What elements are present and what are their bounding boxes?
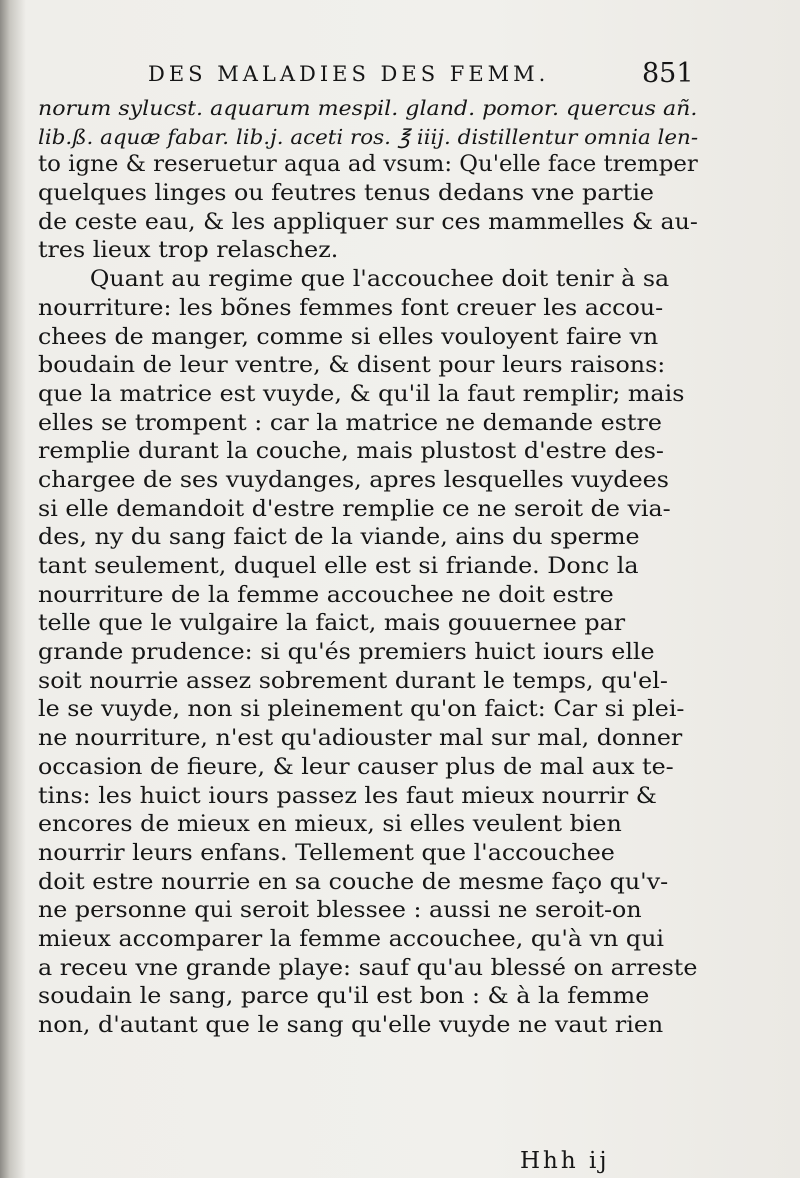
text-line: lib.ß. aquæ fabar. lib.j. aceti ros. ℥ iiij. distillentur omnia len- xyxy=(38,124,699,149)
text-line: ne nourriture, n'est qu'adiouster mal sur mal, donner xyxy=(38,726,683,752)
text-line: que la matrice est vuyde, & qu'il la faut remplir; mais xyxy=(38,381,685,407)
text-line: non, d'autant que le sang qu'elle vuyde ne vaut rien xyxy=(38,1013,664,1038)
text-line: mieux accomparer la femme accouchee, qu'à vn qui xyxy=(38,926,664,952)
body-text xyxy=(38,94,698,1041)
text-line: soudain le sang, parce qu'il est bon : & à la femme xyxy=(38,984,650,1010)
text-line: doit estre nourrie en sa couche de mesme faço qu'v- xyxy=(38,869,669,895)
text-line: soit nourrie assez sobrement durant le temps, qu'el- xyxy=(38,668,668,694)
paragraph-start-line: Quant au regime que l'accouchee doit tenir à sa xyxy=(89,267,670,293)
signature-mark: Hhh ij xyxy=(520,1148,610,1174)
text-line: tins: les huict iours passez les faut mieux nourrir & xyxy=(38,783,657,809)
text-line: occasion de fieure, & leur causer plus de mal aux te- xyxy=(38,754,674,780)
text-line: to igne & reseruetur aqua ad vsum: Qu'elle face tremper xyxy=(38,152,698,178)
text-line: remplie durant la couche, mais plustost d'estre des- xyxy=(38,439,664,465)
text-line: encores de mieux en mieux, si elles veulent bien xyxy=(38,812,622,838)
text-line: des, ny du sang faict de la viande, ains du sperme xyxy=(38,525,640,551)
text-line: nourriture de la femme accouchee ne doit estre xyxy=(38,582,614,608)
text-line: ne personne qui seroit blessee : aussi ne seroit-on xyxy=(38,898,642,924)
running-head: DES MALADIES DES FEMM. xyxy=(148,62,550,86)
text-line: nourriture: les bõnes femmes font creuer les accou- xyxy=(38,295,664,321)
text-line: chargee de ses vuydanges, apres lesquelles vuydees xyxy=(38,467,669,493)
text-line: de ceste eau, & les appliquer sur ces mammelles & au- xyxy=(38,209,698,235)
text-line: tant seulement, duquel elle est si friande. Donc la xyxy=(38,554,639,579)
text-line: a receu vne grande playe: sauf qu'au blessé on arreste xyxy=(38,955,698,981)
page-gutter-shadow xyxy=(0,0,26,1178)
text-line: grande prudence: si qu'és premiers huict iours elle xyxy=(38,640,655,666)
text-line: elles se trompent : car la matrice ne demande estre xyxy=(38,410,662,436)
page-header xyxy=(140,58,740,94)
text-line: chees de manger, comme si elles vouloyent faire vn xyxy=(38,324,659,350)
text-line: le se vuyde, non si pleinement qu'on faict: Car si plei- xyxy=(38,697,685,723)
text-line: boudain de leur ventre, & disent pour leurs raisons: xyxy=(38,353,666,379)
text-line: telle que le vulgaire la faict, mais gouuernee par xyxy=(38,611,626,637)
text-line: norum sylucst. aquarum mespil. gland. pomor. quercus añ. xyxy=(38,96,698,120)
text-line: nourrir leurs enfans. Tellement que l'accouchee xyxy=(38,840,615,866)
text-line: quelques linges ou feutres tenus dedans vne partie xyxy=(38,181,654,207)
page-number: 851 xyxy=(642,58,694,89)
text-line: si elle demandoit d'estre remplie ce ne seroit de via- xyxy=(38,496,671,522)
text-line: tres lieux trop relaschez. xyxy=(38,238,339,264)
